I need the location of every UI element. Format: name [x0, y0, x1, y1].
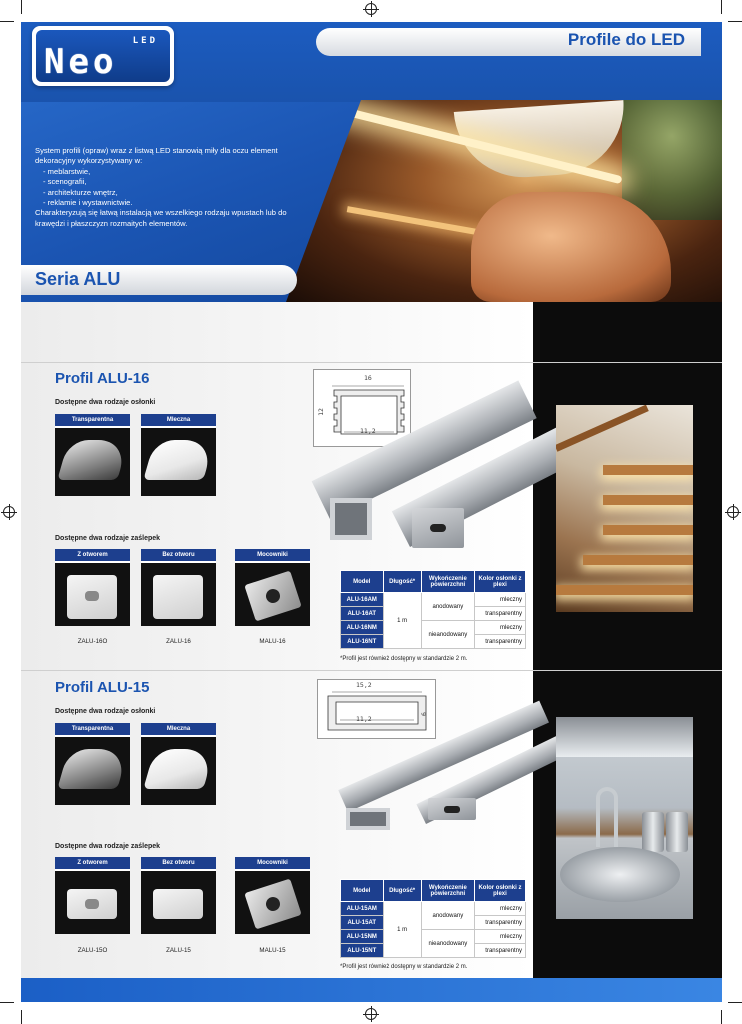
cap-hole — [85, 899, 99, 909]
table-cell-model: ALU-16AM — [341, 593, 384, 607]
crop-mark — [0, 1002, 14, 1003]
stairs-photo — [556, 405, 693, 612]
table-cell-finish: nieanodowany — [421, 930, 474, 958]
cover-label: Mleczna — [141, 723, 216, 735]
table-cell-length: 1 m — [383, 902, 421, 958]
alu16-cap-with-hole — [55, 549, 130, 626]
page-title-pill — [316, 28, 701, 56]
table-cell-color: mleczny — [474, 621, 525, 635]
intro-text — [35, 146, 297, 229]
cap-label: Mocowniki — [235, 857, 310, 869]
table-cell-color: transparentny — [474, 635, 525, 649]
end-cap-shape — [153, 575, 203, 619]
cover-shape — [57, 440, 128, 480]
alu16-cover-transparent — [55, 414, 130, 496]
intro-list-item: - meblarstwie, — [43, 167, 297, 177]
table-header: Długość* — [383, 880, 421, 902]
table-cell-color: mleczny — [474, 930, 525, 944]
alu15-cap-with-hole — [55, 857, 130, 934]
cap-caption: ZALU-16O — [77, 638, 108, 645]
dim-inner: 11,2 — [356, 715, 372, 723]
table-cell-model: ALU-16NM — [341, 621, 384, 635]
cover-image — [55, 426, 130, 496]
alu15-cover-transparent — [55, 723, 130, 805]
cap-hole — [430, 524, 446, 532]
cover-shape — [143, 749, 214, 789]
photo-sink — [560, 847, 680, 902]
alu15-footnote: *Profil jest również dostępny w standardzie 2 m. — [340, 964, 468, 970]
end-cap-shape — [67, 575, 117, 619]
clip-shape — [244, 879, 301, 930]
photo-step — [583, 555, 693, 565]
table-header: Model — [341, 880, 384, 902]
alu15-caps-heading: Dostępne dwa rodzaje zaślepek — [55, 843, 161, 850]
profile-end-capped — [412, 508, 464, 548]
series-title: Seria ALU — [35, 269, 121, 289]
intro-list-item: - reklamie i wystawnictwie. — [43, 198, 297, 208]
table-header: Model — [341, 571, 384, 593]
clip-image — [235, 869, 310, 934]
crop-mark — [21, 1010, 22, 1024]
table-cell-model: ALU-15NM — [341, 930, 384, 944]
profile-end-open — [346, 808, 390, 830]
alu16-mounting-clip — [235, 549, 310, 626]
series-title-pill — [21, 265, 297, 295]
profile-end-capped — [428, 798, 476, 820]
alu16-covers-heading: Dostępne dwa rodzaje osłonki — [55, 399, 156, 406]
table-cell-model: ALU-16AT — [341, 607, 384, 621]
cover-image — [141, 426, 216, 496]
table-cell-model: ALU-15AT — [341, 916, 384, 930]
table-cell-color: transparentny — [474, 607, 525, 621]
cover-label: Mleczna — [141, 414, 216, 426]
cover-image — [55, 735, 130, 805]
photo-plant — [622, 100, 722, 220]
end-cap-shape — [67, 889, 117, 919]
dim-height: 6 — [419, 712, 428, 716]
table-header: Wykończenie powierzchni — [421, 571, 474, 593]
alu15-cover-milky — [141, 723, 216, 805]
kitchen-photo — [556, 717, 693, 919]
registration-mark-icon — [365, 3, 377, 15]
clip-hole — [264, 895, 282, 913]
cap-label: Mocowniki — [235, 549, 310, 561]
intro-list-item: - scenografii, — [43, 177, 297, 187]
alu15-covers-heading: Dostępne dwa rodzaje osłonki — [55, 708, 156, 715]
table-cell-color: mleczny — [474, 593, 525, 607]
logo-neo-text: Neo — [44, 42, 118, 82]
cap-caption: ZALU-16 — [166, 638, 191, 645]
clip-hole — [264, 587, 282, 605]
cap-hole — [85, 591, 99, 601]
dim-inner: 11,2 — [360, 427, 376, 435]
crop-mark — [728, 21, 742, 22]
photo-step — [603, 495, 693, 505]
table-cell-model: ALU-15NT — [341, 944, 384, 958]
alu15-spec-table — [340, 879, 526, 958]
page-title: Profile do LED — [567, 30, 685, 49]
clip-shape — [244, 571, 301, 622]
table-header: Kolor osłonki z plexi — [474, 880, 525, 902]
intro-line-1: System profili (opraw) wraz z listwą LED stanowią miły dla oczu element dekoracyjny wykorzystywany w: — [35, 146, 278, 166]
alu15-cap-no-hole — [141, 857, 216, 934]
alu16-title: Profil ALU-16 — [55, 370, 150, 387]
cap-image — [55, 561, 130, 626]
table-cell-finish: nieanodowany — [421, 621, 474, 649]
hero-photo — [286, 100, 722, 302]
section-divider — [21, 670, 722, 671]
photo-canister — [642, 812, 664, 852]
alu16-profile-render — [318, 385, 533, 560]
table-cell-model: ALU-16NT — [341, 635, 384, 649]
photo-step — [603, 525, 693, 535]
cap-image — [141, 561, 216, 626]
cap-hole — [444, 806, 460, 813]
cover-shape — [143, 440, 214, 480]
dim-width: 15,2 — [356, 681, 372, 689]
intro-line-2: Charakteryzują się łatwą instalacją we wszelkiego rodzaju wpustach lub do krawędzi i płaszczyzn rozmaitych elementów. — [35, 208, 287, 228]
alu16-footnote: *Profil jest również dostępny w standardzie 2 m. — [340, 656, 468, 662]
section-divider — [21, 362, 722, 363]
crop-mark — [0, 21, 14, 22]
cap-label: Z otworem — [55, 857, 130, 869]
cap-caption: MALU-16 — [259, 638, 286, 645]
crop-mark — [21, 0, 22, 14]
table-cell-color: transparentny — [474, 916, 525, 930]
table-cell-finish: anodowany — [421, 902, 474, 930]
crop-mark — [721, 0, 722, 14]
alu16-cap-no-hole — [141, 549, 216, 626]
alu16-spec-table — [340, 570, 526, 649]
dim-height: 12 — [316, 408, 325, 416]
dim-width: 16 — [364, 374, 372, 382]
alu16-cover-milky — [141, 414, 216, 496]
photo-canister — [666, 812, 688, 852]
logo-led-text: LED — [132, 36, 158, 46]
end-cap-shape — [153, 889, 203, 919]
registration-mark-icon — [727, 506, 739, 518]
table-cell-finish: anodowany — [421, 593, 474, 621]
table-header: Długość* — [383, 571, 421, 593]
cap-caption: ZALU-15O — [77, 947, 108, 954]
profile-end-open — [330, 498, 372, 540]
footer-bar — [21, 978, 722, 1002]
intro-list — [43, 167, 297, 209]
table-cell-color: mleczny — [474, 902, 525, 916]
table-cell-length: 1 m — [383, 593, 421, 649]
registration-mark-icon — [365, 1008, 377, 1020]
alu16-caps-heading: Dostępne dwa rodzaje zaślepek — [55, 535, 161, 542]
cover-label: Transparentna — [55, 723, 130, 735]
table-cell-color: transparentny — [474, 944, 525, 958]
cover-shape — [57, 749, 128, 789]
photo-faucet — [596, 787, 618, 847]
cover-label: Transparentna — [55, 414, 130, 426]
cap-image — [55, 869, 130, 934]
crop-mark — [721, 1010, 722, 1024]
table-cell-model: ALU-15AM — [341, 902, 384, 916]
crop-mark — [728, 1002, 742, 1003]
table-header: Kolor osłonki z plexi — [474, 571, 525, 593]
intro-list-item: - architekturze wnętrz, — [43, 188, 297, 198]
clip-image — [235, 561, 310, 626]
alu15-title: Profil ALU-15 — [55, 679, 150, 696]
logo-badge — [36, 30, 170, 82]
photo-step — [603, 465, 693, 475]
cap-caption: ZALU-15 — [166, 947, 191, 954]
photo-handrail — [556, 405, 649, 452]
photo-cabinet-light — [556, 717, 693, 757]
cover-image — [141, 735, 216, 805]
table-header: Wykończenie powierzchni — [421, 880, 474, 902]
cap-label: Bez otworu — [141, 549, 216, 561]
cap-label: Bez otworu — [141, 857, 216, 869]
registration-mark-icon — [3, 506, 15, 518]
alu15-profile-render — [340, 710, 533, 840]
cap-caption: MALU-15 — [259, 947, 286, 954]
photo-step — [556, 585, 693, 595]
cap-image — [141, 869, 216, 934]
cap-label: Z otworem — [55, 549, 130, 561]
alu15-mounting-clip — [235, 857, 310, 934]
neo-led-logo — [32, 26, 174, 86]
